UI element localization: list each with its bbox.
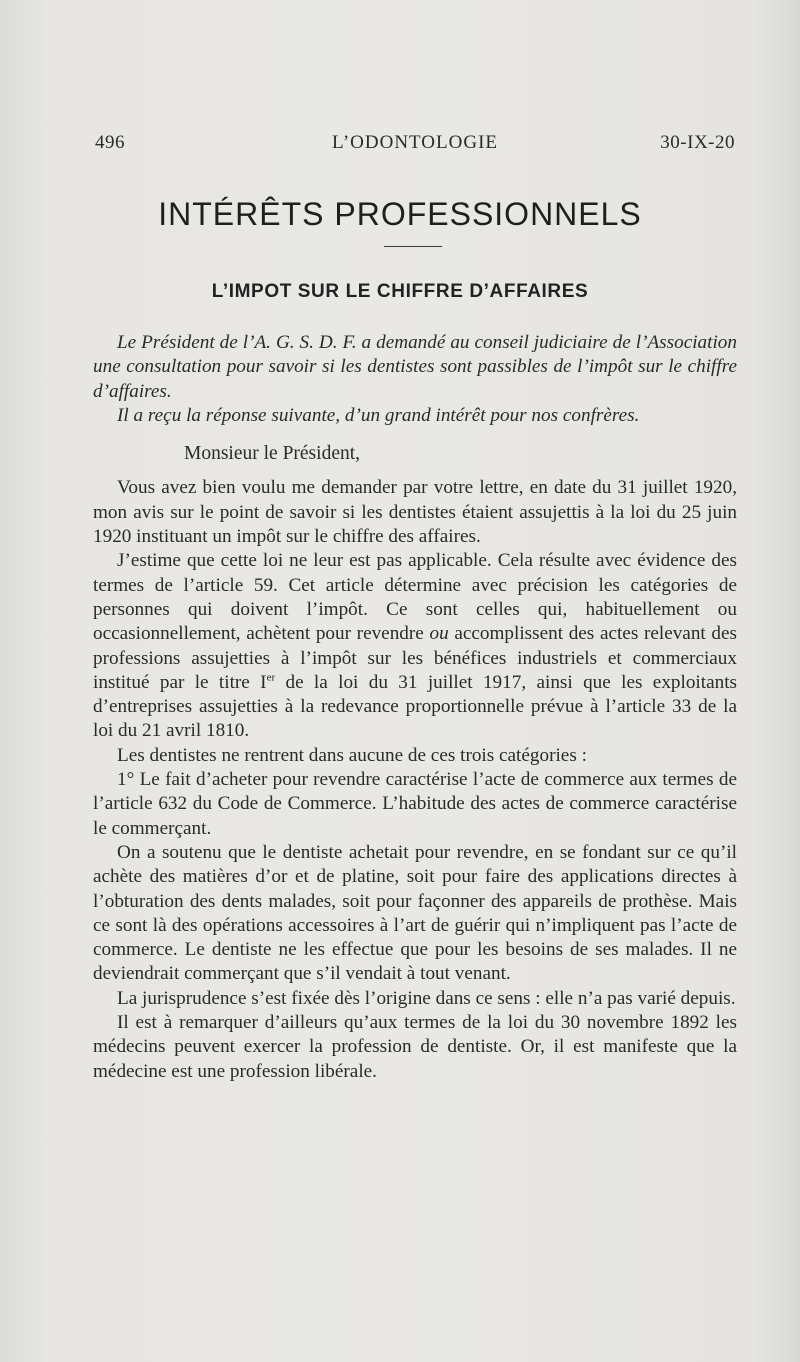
issue-date: 30-IX-20 [660,132,735,153]
body-paragraph: La jurisprudence s’est fixée dès l’origine dans ce sens : elle n’a pas varié depuis. [117,987,736,1009]
article-body [93,331,737,1084]
body-paragraph: 1° Le fait d’acheter pour revendre caractérise l’acte de commerce aux termes de l’article 632 du Code de Commerce. L’habitude des actes de commerce caractérise le commerçant. [93,769,737,839]
paragraph-text: de la loi du 31 juillet 1917, ainsi que les exploitants d’entreprises assujetties à la redevance proportionnelle prévue à l’article 33 de la loi du 21 avril 1810. [93,671,738,742]
paragraph-text: J’estime que cette loi ne leur est pas applicable. Cela résulte avec évidence des termes de l’article 59. Cet article détermine avec précision les catégories de personnes qui doivent l’impôt. Ce sont celles qui, habituellement ou occasionnellement, achètent pour revendre [93,550,737,645]
body-paragraph: Vous avez bien voulu me demander par votre lettre, en date du 31 juillet 1920, mon avis sur le point de savoir si les dentistes étaient assujettis à la loi du 25 juin 1920 instituant un impôt sur le chiffre des affaires. [93,477,737,548]
superscript: er [266,671,276,684]
running-head [95,132,735,158]
page-number: 496 [95,132,125,153]
body-paragraph: Il est à remarquer d’ailleurs qu’aux termes de la loi du 30 novembre 1892 les médecins peuvent exercer la profession de dentiste. Or, il est manifeste que la médecine est une profession libérale. [93,1012,737,1082]
journal-name: L’ODONTOLOGIE [331,132,499,153]
section-title: INTÉRÊTS PROFESSIONNELS [158,196,642,232]
intro-paragraph: Il a reçu la réponse suivante, d’un grand intérêt pour nos confrères. [117,404,640,426]
body-paragraph: Les dentistes ne rentrent dans aucune de ces trois catégories : [117,744,587,766]
title-rule [384,246,442,247]
salutation: Monsieur le Président, [184,443,361,465]
emphasis-text: ou [429,623,449,645]
body-paragraph: On a soutenu que le dentiste achetait pour revendre, en se fondant sur ce qu’il achète des matières d’or et de platine, soit pour faire des applications directes à l’obturation des dents malades, soit pour façonner des appareils de prothèse. Mais ce sont là des opérations accessoires à l’art de guérir qui n’impliquent pas l’acte de commerce. Le dentiste ne les effectue que pour les besoins de ses malades. Il ne deviendrait commerçant que s’il vendait à tout venant. [93,841,737,985]
body-paragraph [93,549,737,743]
intro-paragraph: Le Président de l’A. G. S. D. F. a demandé au conseil judiciaire de l’Association une consultation pour savoir si les dentistes sont passibles de l’impôt sur le chiffre d’affaires. [93,332,737,402]
article-title: L’IMPOT SUR LE CHIFFRE D’AFFAIRES [211,281,589,302]
paragraph-text: accomplissent des actes relevant des professions assujetties à l’impôt sur les bénéfices industriels et commerciaux institué par le titre I [93,623,737,693]
